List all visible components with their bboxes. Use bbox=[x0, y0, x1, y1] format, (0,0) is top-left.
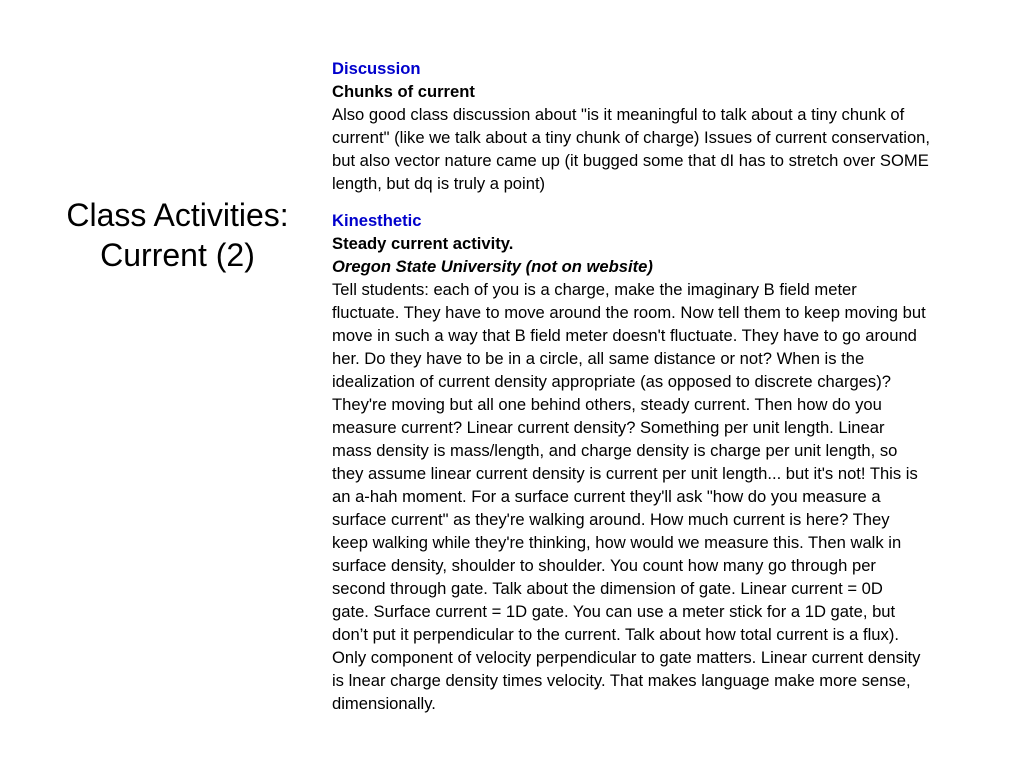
body-line: don’t put it perpendicular to the current. Talk about how total current is a flux). bbox=[332, 625, 899, 644]
body-line: second through gate. Talk about the dimension of gate. Linear current = 0D bbox=[332, 579, 883, 598]
body-line: surface current" as they're walking around. How much current is here? They bbox=[332, 510, 890, 529]
section-heading: Steady current activity. bbox=[332, 234, 514, 253]
discussion-section bbox=[332, 57, 1022, 195]
slide-title bbox=[40, 195, 315, 275]
slide-title-line-1: Class Activities: bbox=[66, 197, 289, 233]
body-line: fluctuate. They have to move around the room. Now tell them to keep moving but bbox=[332, 303, 926, 322]
body-line: they assume linear current density is current per unit length... but it's not! This is bbox=[332, 464, 918, 483]
body-line: Also good class discussion about "is it meaningful to talk about a tiny chunk of bbox=[332, 105, 905, 124]
body-line: length, but dq is truly a point) bbox=[332, 174, 546, 193]
body-line: mass density is mass/length, and charge density is charge per unit length, so bbox=[332, 441, 898, 460]
body-line: but also vector nature came up (it bugged some that dI has to stretch over SOME bbox=[332, 151, 929, 170]
body-line: measure current? Linear current density? Something per unit length. Linear bbox=[332, 418, 885, 437]
section-subheading: Oregon State University (not on website) bbox=[332, 257, 653, 276]
body-line: Tell students: each of you is a charge, make the imaginary B field meter bbox=[332, 280, 857, 299]
body-line: current" (like we talk about a tiny chunk of charge) Issues of current conservation, bbox=[332, 128, 931, 147]
body-line: surface density, shoulder to shoulder. You count how many go through per bbox=[332, 556, 876, 575]
body-line: They're moving but all one behind others, steady current. Then how do you bbox=[332, 395, 882, 414]
body-line: is lnear charge density times velocity. That makes language make more sense, bbox=[332, 671, 911, 690]
section-spacer bbox=[332, 195, 1022, 209]
kinesthetic-section bbox=[332, 209, 1022, 715]
section-heading: Chunks of current bbox=[332, 82, 475, 101]
section-category: Kinesthetic bbox=[332, 211, 422, 230]
body-line: an a-hah moment. For a surface current they'll ask "how do you measure a bbox=[332, 487, 881, 506]
slide-content bbox=[332, 57, 1022, 715]
section-category: Discussion bbox=[332, 59, 421, 78]
body-line: dimensionally. bbox=[332, 694, 436, 713]
body-line: idealization of current density appropriate (as opposed to discrete charges)? bbox=[332, 372, 891, 391]
body-line: her. Do they have to be in a circle, all same distance or not? When is the bbox=[332, 349, 865, 368]
body-line: keep walking while they're thinking, how would we measure this. Then walk in bbox=[332, 533, 902, 552]
body-line: move in such a way that B field meter doesn't fluctuate. They have to go around bbox=[332, 326, 917, 345]
body-line: gate. Surface current = 1D gate. You can use a meter stick for a 1D gate, but bbox=[332, 602, 896, 621]
slide-title-line-2: Current (2) bbox=[100, 237, 255, 273]
body-line: Only component of velocity perpendicular to gate matters. Linear current density bbox=[332, 648, 921, 667]
